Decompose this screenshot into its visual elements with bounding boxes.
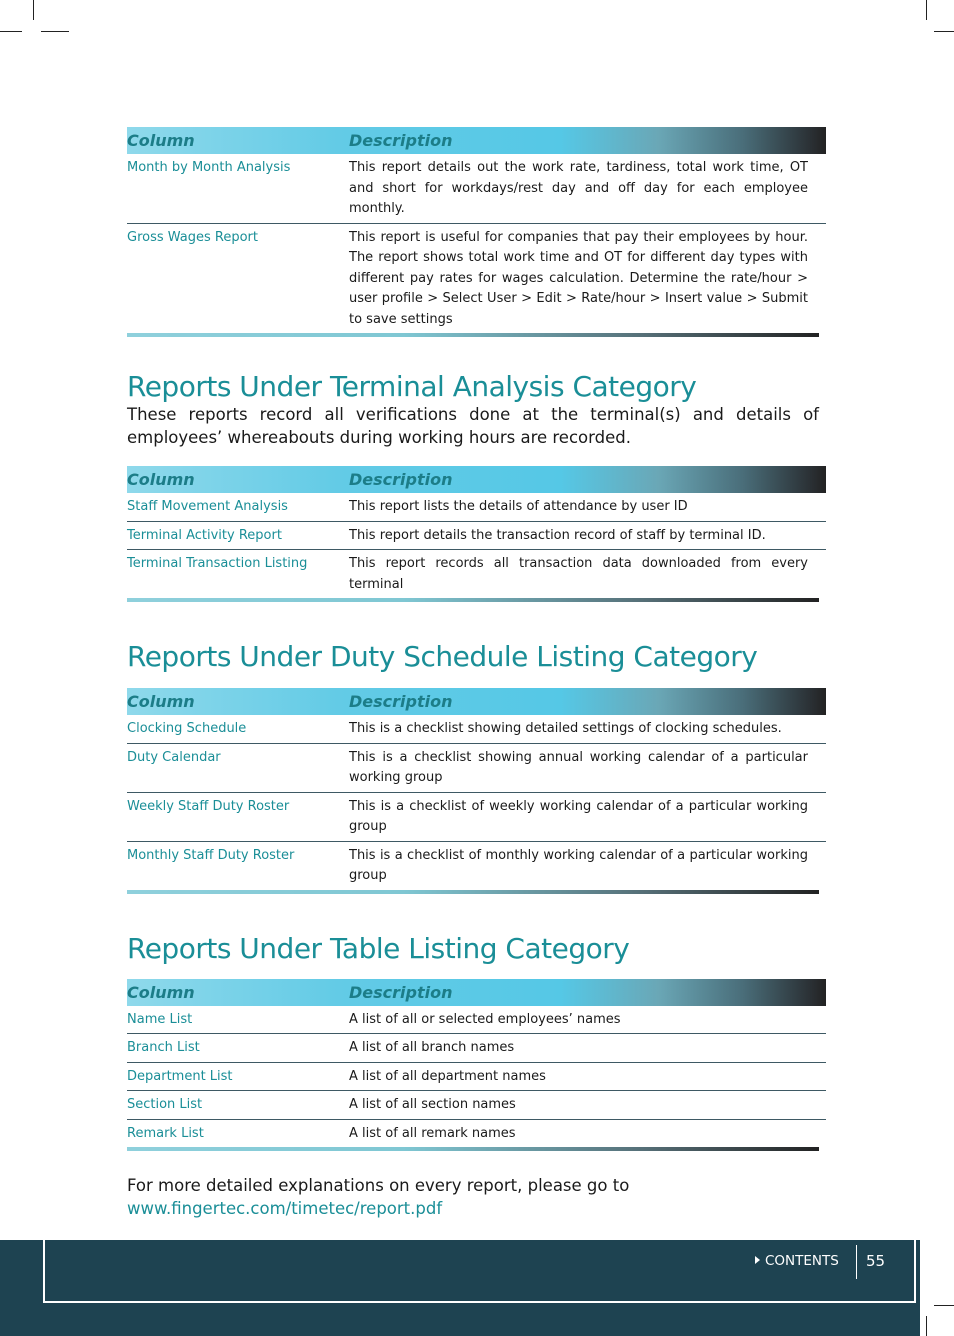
report-description: This is a checklist of weekly working calendar of a particular working group: [349, 792, 826, 841]
report-description: This is a checklist showing detailed settings of clocking schedules.: [349, 715, 826, 743]
table-header: [127, 688, 826, 715]
report-name: Terminal Activity Report: [127, 521, 349, 550]
column-header: Column: [127, 131, 195, 150]
report-description: A list of all branch names: [349, 1034, 826, 1063]
report-name: Duty Calendar: [127, 743, 349, 792]
crop-mark: [41, 31, 69, 32]
report-table-terminal: [127, 466, 826, 598]
report-name: Terminal Transaction Listing: [127, 556, 308, 571]
section-intro-terminal: These reports record all verifications done at the terminal(s) and details of employees’ whereabouts during working hours are recorded.: [127, 405, 819, 447]
play-arrow-icon: [755, 1256, 760, 1264]
column-header: Column: [127, 470, 195, 489]
report-description: A list of all or selected employees’ names: [349, 1006, 826, 1034]
report-name: Staff Movement Analysis: [127, 493, 349, 521]
report-pdf-link[interactable]: www.fingertec.com/timetec/report.pdf: [127, 1198, 443, 1218]
footer-frame: [43, 1240, 916, 1303]
table-row: [127, 154, 826, 223]
report-name: Gross Wages Report: [127, 229, 259, 245]
report-name: Weekly Staff Duty Roster: [127, 792, 349, 841]
crop-mark: [33, 0, 34, 20]
crop-mark: [926, 1316, 927, 1336]
crop-mark: [934, 31, 954, 32]
table-row: [127, 792, 826, 841]
section-title-table-listing: Reports Under Table Listing Category: [127, 931, 630, 965]
table-bottom-rule: [127, 598, 819, 602]
table-bottom-rule: [127, 1147, 819, 1151]
report-description: This report details out the work rate, tardiness, total work time, OT and short for workdays/rest day and off day for each employee monthly.: [349, 154, 826, 223]
report-description: This is a checklist showing annual working calendar of a particular working group: [349, 743, 826, 792]
contents-label: CONTENTS: [765, 1253, 839, 1269]
section-title-duty: Reports Under Duty Schedule Listing Category: [127, 640, 758, 673]
column-header: Column: [127, 982, 195, 1002]
table-row: [127, 1006, 826, 1034]
report-name: Monthly Staff Duty Roster: [127, 847, 295, 863]
table-row: [127, 841, 826, 890]
report-table-duty: [127, 688, 826, 890]
report-name: Department List: [127, 1062, 349, 1091]
table-row: [127, 1062, 826, 1091]
report-name: Section List: [127, 1091, 349, 1120]
table-row: [127, 550, 826, 599]
section-title-terminal: Reports Under Terminal Analysis Category: [127, 370, 697, 403]
table-bottom-rule: [127, 333, 819, 337]
report-description: This report lists the details of attendance by user ID: [349, 493, 826, 521]
description-header: Description: [349, 131, 453, 150]
table-row: [127, 521, 826, 550]
table-row: [127, 493, 826, 521]
column-header: Column: [127, 692, 195, 711]
report-table-top: [127, 127, 826, 333]
report-description: This report details the transaction record of staff by terminal ID.: [349, 521, 826, 550]
more-info-paragraph: [127, 1175, 819, 1220]
page-content: [127, 127, 826, 1220]
crop-mark: [926, 0, 927, 20]
report-description: A list of all section names: [349, 1091, 826, 1120]
table-row: [127, 715, 826, 743]
report-description: A list of all remark names: [349, 1125, 516, 1141]
report-description: This is a checklist of monthly working calendar of a particular working group: [349, 847, 808, 883]
report-description: This report records all transaction data downloaded from every terminal: [349, 556, 808, 592]
table-row: [127, 223, 826, 333]
description-header: Description: [349, 982, 453, 1002]
report-name: Clocking Schedule: [127, 715, 349, 743]
description-header: Description: [349, 470, 453, 489]
table-header: [127, 466, 826, 493]
table-row: [127, 1119, 826, 1147]
report-name: Remark List: [127, 1125, 204, 1141]
table-row: [127, 743, 826, 792]
crop-mark: [0, 31, 22, 32]
table-row: [127, 1034, 826, 1063]
report-table-listing: [127, 979, 826, 1148]
crop-mark: [934, 1305, 954, 1306]
description-header: Description: [349, 692, 453, 711]
table-row: [127, 1091, 826, 1120]
more-info-text: For more detailed explanations on every report, please go to: [127, 1176, 630, 1195]
contents-link[interactable]: [755, 1251, 839, 1271]
report-name: Month by Month Analysis: [127, 154, 349, 223]
report-name: Name List: [127, 1006, 349, 1034]
report-description: This report is useful for companies that pay their employees by hour. The report shows total work time and OT for different day types with different pay rates for wages calculation. Determine the rate/hour > user profile > Select User > Edit > Rate/hour > Insert value > Submit to save settings: [349, 229, 808, 327]
report-description: A list of all department names: [349, 1062, 826, 1091]
page-number: 55: [866, 1252, 886, 1270]
table-header: [127, 979, 826, 1006]
footer-divider: [856, 1245, 857, 1279]
report-name: Branch List: [127, 1034, 349, 1063]
table-bottom-rule: [127, 890, 819, 894]
table-header: [127, 127, 826, 154]
